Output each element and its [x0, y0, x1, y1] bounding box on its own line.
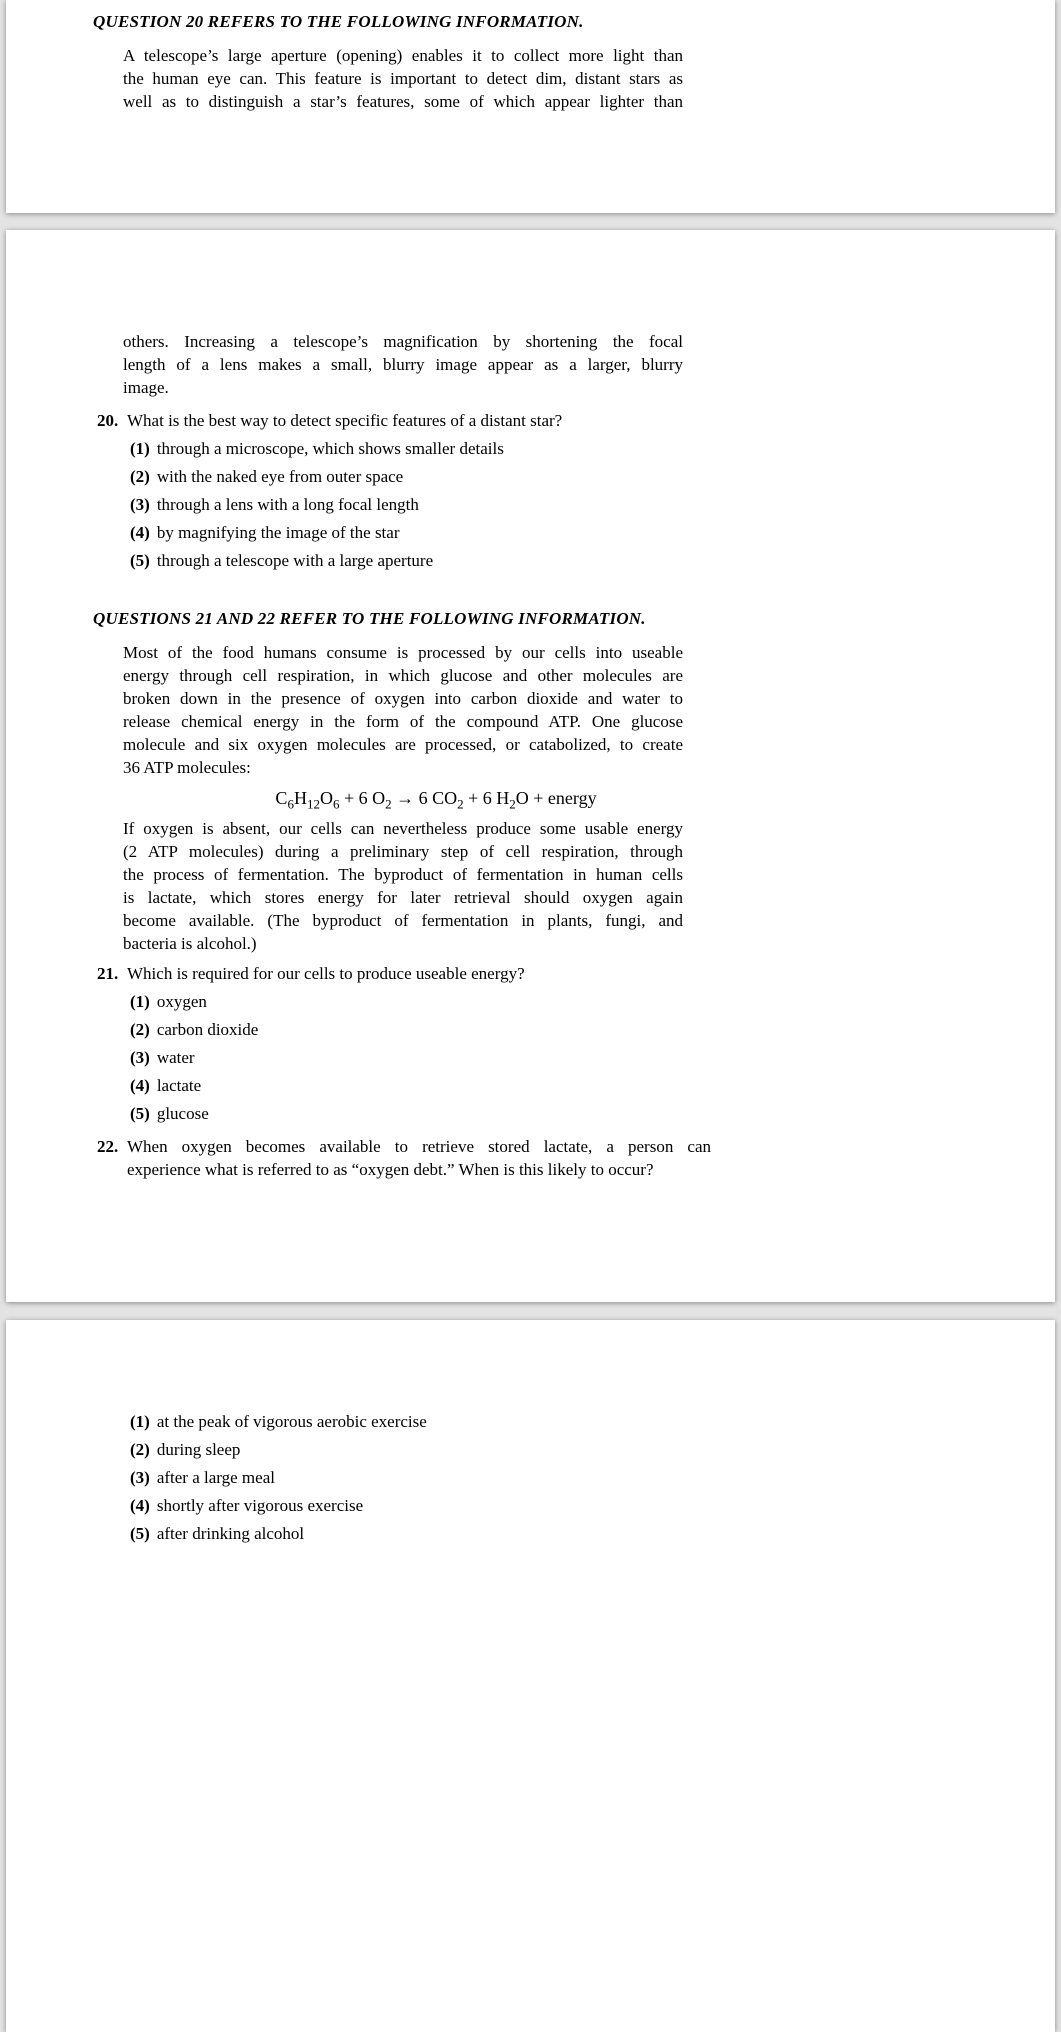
option-text: through a telescope with a large aperture [156, 551, 434, 570]
question-line: When oxygen becomes available to retrieve stored lactate, a person can [127, 1137, 711, 1156]
question-line: experience what is referred to as “oxygen debt.” When is this likely to occur? [127, 1160, 654, 1179]
paragraph-line: broken down in the presence of oxygen into carbon dioxide and water to [123, 689, 683, 708]
q21-options [6, 990, 1055, 1125]
question-text [127, 1135, 711, 1181]
respiration-paragraph [123, 641, 683, 779]
q21-option-5 [130, 1102, 1055, 1125]
equation-part: → 6 CO [391, 788, 458, 808]
paragraph-line: is lactate, which stores energy for later retrieval should oxygen again [123, 888, 683, 907]
question-text: What is the best way to detect specific features of a distant star? [127, 411, 563, 430]
paragraph-line: well as to distinguish a star’s features, some of which appear lighter than [123, 92, 683, 111]
option-text: lactate [156, 1076, 202, 1095]
paragraph-line: energy through cell respiration, in which glucose and other molecules are [123, 666, 683, 685]
q20-option-5 [130, 549, 1055, 572]
option-text: glucose [156, 1104, 209, 1123]
q22-option-2 [130, 1438, 1055, 1461]
option-text: water [156, 1048, 195, 1067]
option-text: by magnifying the image of the star [156, 523, 400, 542]
paragraph-line: A telescope’s large aperture (opening) enables it to collect more light than [123, 46, 683, 65]
option-label: (4) [130, 523, 150, 542]
question-20 [97, 409, 1055, 432]
fermentation-paragraph [123, 817, 683, 955]
option-text: at the peak of vigorous aerobic exercise [156, 1412, 427, 1431]
q21-option-4 [130, 1074, 1055, 1097]
document-page-2 [6, 230, 1055, 1302]
q20-options [6, 437, 1055, 572]
equation-subscript: 2 [385, 796, 392, 812]
document-page-1 [6, 0, 1055, 213]
option-label: (4) [130, 1076, 150, 1095]
q21-option-2 [130, 1018, 1055, 1041]
equation-part: H [293, 788, 307, 808]
option-label: (3) [130, 1048, 150, 1067]
q20-option-1 [130, 437, 1055, 460]
option-label: (5) [130, 1104, 150, 1123]
question-number: 20. [97, 411, 119, 430]
equation-part: + 6 H [463, 788, 510, 808]
equation-subscript: 6 [332, 796, 340, 812]
option-text: through a lens with a long focal length [156, 495, 419, 514]
option-text: with the naked eye from outer space [156, 467, 404, 486]
chemical-equation [126, 785, 746, 811]
paragraph-line: the process of fermentation. The byproduct of fermentation in human cells [123, 865, 683, 884]
q22-option-1 [130, 1410, 1055, 1433]
option-label: (5) [130, 1524, 150, 1543]
paragraph-line: release chemical energy in the form of the compound ATP. One glucose [123, 712, 683, 731]
paragraph-line: image. [123, 378, 169, 397]
question-text: Which is required for our cells to produce useable energy? [127, 964, 525, 983]
paragraph-line: others. Increasing a telescope’s magnification by shortening the focal [123, 332, 683, 351]
q20-option-4 [130, 521, 1055, 544]
paragraph-line: become available. (The byproduct of fermentation in plants, fungi, and [123, 911, 683, 930]
option-label: (5) [130, 551, 150, 570]
paragraph-line: Most of the food humans consume is processed by our cells into useable [123, 643, 683, 662]
q21-option-3 [130, 1046, 1055, 1069]
q20-option-2 [130, 465, 1055, 488]
option-label: (2) [130, 467, 150, 486]
paragraph-line: molecule and six oxygen molecules are processed, or catabolized, to create [123, 735, 683, 754]
q20-info-heading: QUESTION 20 REFERS TO THE FOLLOWING INFORMATION. [93, 12, 584, 31]
equation-part: + 6 O [339, 788, 386, 808]
option-text: carbon dioxide [156, 1020, 259, 1039]
option-text: after drinking alcohol [156, 1524, 305, 1543]
option-text: after a large meal [156, 1468, 275, 1487]
option-text: through a microscope, which shows smaller details [156, 439, 504, 458]
question-number: 21. [97, 964, 119, 983]
option-text: during sleep [156, 1440, 241, 1459]
option-text: oxygen [156, 992, 207, 1011]
option-label: (4) [130, 1496, 150, 1515]
equation-subscript: 2 [457, 796, 464, 812]
question-21 [97, 962, 1055, 985]
equation-subscript: 12 [306, 796, 320, 812]
q22-option-5 [130, 1522, 1055, 1545]
option-label: (2) [130, 1440, 150, 1459]
telescope-paragraph-part2 [123, 330, 683, 399]
q21-option-1 [130, 990, 1055, 1013]
q21-22-info-heading: QUESTIONS 21 AND 22 REFER TO THE FOLLOWING INFORMATION. [93, 609, 646, 628]
q22-option-3 [130, 1466, 1055, 1489]
option-text: shortly after vigorous exercise [156, 1496, 364, 1515]
equation-subscript: 2 [509, 796, 516, 812]
question-22 [97, 1135, 1055, 1181]
q22-option-4 [130, 1494, 1055, 1517]
equation-subscript: 6 [287, 796, 294, 812]
paragraph-line: the human eye can. This feature is important to detect dim, distant stars as [123, 69, 683, 88]
option-label: (1) [130, 1412, 150, 1431]
paragraph-line: length of a lens makes a small, blurry image appear as a larger, blurry [123, 355, 683, 374]
paragraph-line: If oxygen is absent, our cells can nevertheless produce some usable energy [123, 819, 683, 838]
question-number: 22. [97, 1137, 119, 1156]
paragraph-line: (2 ATP molecules) during a preliminary step of cell respiration, through [123, 842, 683, 861]
paragraph-line: bacteria is alcohol.) [123, 934, 257, 953]
q20-option-3 [130, 493, 1055, 516]
equation-part: O + energy [515, 788, 597, 808]
equation-part: O [319, 788, 333, 808]
option-label: (3) [130, 495, 150, 514]
option-label: (3) [130, 1468, 150, 1487]
equation-part: C [275, 788, 288, 808]
option-label: (1) [130, 439, 150, 458]
paragraph-line: 36 ATP molecules: [123, 758, 251, 777]
q22-options [6, 1410, 1055, 1545]
option-label: (1) [130, 992, 150, 1011]
option-label: (2) [130, 1020, 150, 1039]
document-page-3 [6, 1320, 1055, 2032]
telescope-paragraph-part1 [123, 44, 683, 113]
